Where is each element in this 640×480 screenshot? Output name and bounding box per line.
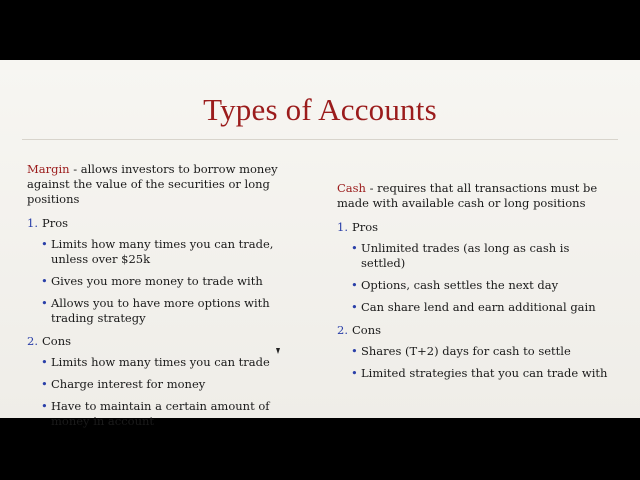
list-item: • Limits how many times you can trade, unless over $25k: [39, 237, 307, 267]
cash-column: [337, 181, 617, 389]
list-item: • Unlimited trades (as long as cash is settled): [349, 241, 617, 271]
list-item: • Shares (T+2) days for cash to settle: [349, 344, 617, 359]
list-item: • Can share lend and earn additional gain: [349, 300, 617, 315]
margin-pros-label: Pros: [41, 216, 69, 230]
list-item: • Limited strategies that you can trade with: [349, 366, 617, 381]
margin-cons-heading: [27, 334, 307, 349]
margin-term: Margin: [27, 162, 70, 176]
cash-description: - requires that all transactions must be made with available cash or long positions: [337, 181, 598, 210]
margin-pros-list: [27, 237, 307, 326]
cash-cons-list: [337, 344, 617, 381]
list-item: • Have to maintain a certain amount of money in account: [39, 399, 307, 429]
margin-description: - allows investors to borrow money against the value of the securities or long positions: [27, 162, 278, 206]
margin-column: [27, 162, 307, 437]
list-item: • Limits how many times you can trade: [39, 355, 307, 370]
cash-term: Cash: [337, 181, 366, 195]
list-item: • Allows you to have more options with trading strategy: [39, 296, 307, 326]
margin-pros-number: 1.: [27, 216, 38, 230]
margin-pros-heading: [27, 216, 307, 231]
list-item: • Charge interest for money: [39, 377, 307, 392]
cash-cons-label: Cons: [351, 323, 382, 337]
slide-title: Types of Accounts: [203, 92, 437, 127]
margin-intro: [27, 162, 307, 207]
mouse-cursor-icon: [276, 348, 280, 354]
cash-intro: [337, 181, 617, 211]
cash-cons-heading: [337, 323, 617, 338]
margin-cons-list: [27, 355, 307, 429]
list-item: • Gives you more money to trade with: [39, 274, 307, 289]
cash-pros-heading: [337, 220, 617, 235]
cash-pros-number: 1.: [337, 220, 348, 234]
margin-cons-number: 2.: [27, 334, 38, 348]
list-item: • Options, cash settles the next day: [349, 278, 617, 293]
title-divider: [22, 139, 618, 140]
cash-pros-label: Pros: [351, 220, 379, 234]
margin-cons-label: Cons: [41, 334, 72, 348]
cash-cons-number: 2.: [337, 323, 348, 337]
cash-pros-list: [337, 241, 617, 315]
